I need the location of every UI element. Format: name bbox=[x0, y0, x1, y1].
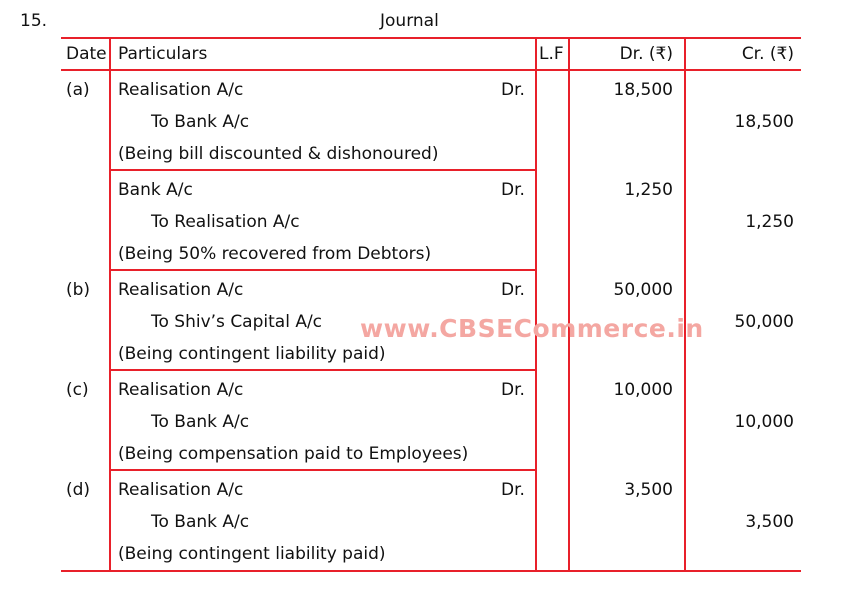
entry-separator bbox=[111, 369, 535, 371]
narration: (Being contingent liability paid) bbox=[118, 544, 386, 564]
entry-date: (a) bbox=[66, 80, 90, 100]
dr-amount: 10,000 bbox=[613, 380, 673, 400]
credit-account: To Realisation A/c bbox=[151, 212, 300, 232]
debit-account: Realisation A/c bbox=[118, 380, 244, 400]
table-top-rule bbox=[61, 37, 801, 39]
credit-account: To Bank A/c bbox=[151, 512, 250, 532]
narration: (Being compensation paid to Employees) bbox=[118, 444, 469, 464]
question-number: 15. bbox=[20, 11, 48, 31]
entry-separator bbox=[111, 169, 535, 171]
dr-column-rule bbox=[684, 37, 686, 572]
cr-amount: 1,250 bbox=[745, 212, 794, 232]
particulars-column-rule bbox=[535, 37, 537, 572]
journal-title: Journal bbox=[380, 11, 439, 31]
debit-account: Bank A/c bbox=[118, 180, 193, 200]
header-bottom-rule bbox=[61, 69, 801, 71]
dr-marker: Dr. bbox=[501, 80, 525, 100]
credit-account: To Bank A/c bbox=[151, 412, 250, 432]
credit-account: To Shiv’s Capital A/c bbox=[151, 312, 323, 332]
narration: (Being 50% recovered from Debtors) bbox=[118, 244, 432, 264]
entry-separator bbox=[111, 269, 535, 271]
header-date: Date bbox=[66, 44, 107, 64]
header-lf: L.F bbox=[539, 44, 564, 64]
lf-column-rule bbox=[568, 37, 570, 572]
debit-account: Realisation A/c bbox=[118, 280, 244, 300]
entry-date: (b) bbox=[66, 280, 91, 300]
dr-amount: 3,500 bbox=[624, 480, 673, 500]
credit-account: To Bank A/c bbox=[151, 112, 250, 132]
debit-account: Realisation A/c bbox=[118, 480, 244, 500]
dr-marker: Dr. bbox=[501, 380, 525, 400]
dr-amount: 50,000 bbox=[613, 280, 673, 300]
narration: (Being bill discounted & dishonoured) bbox=[118, 144, 439, 164]
dr-amount: 1,250 bbox=[624, 180, 673, 200]
dr-amount: 18,500 bbox=[613, 80, 673, 100]
cr-amount: 10,000 bbox=[734, 412, 794, 432]
debit-account: Realisation A/c bbox=[118, 80, 244, 100]
header-cr: Cr. (₹) bbox=[741, 44, 794, 64]
narration: (Being contingent liability paid) bbox=[118, 344, 386, 364]
watermark: www.CBSECommerce.in bbox=[360, 314, 704, 343]
cr-amount: 50,000 bbox=[734, 312, 794, 332]
entry-separator bbox=[111, 469, 535, 471]
cr-amount: 18,500 bbox=[734, 112, 794, 132]
dr-marker: Dr. bbox=[501, 180, 525, 200]
table-bottom-rule bbox=[61, 570, 801, 572]
entry-date: (c) bbox=[66, 380, 89, 400]
dr-marker: Dr. bbox=[501, 480, 525, 500]
journal-table bbox=[61, 37, 801, 572]
header-dr: Dr. (₹) bbox=[619, 44, 673, 64]
entry-date: (d) bbox=[66, 480, 91, 500]
cr-amount: 3,500 bbox=[745, 512, 794, 532]
header-particulars: Particulars bbox=[118, 44, 208, 64]
dr-marker: Dr. bbox=[501, 280, 525, 300]
date-column-rule bbox=[109, 37, 111, 572]
